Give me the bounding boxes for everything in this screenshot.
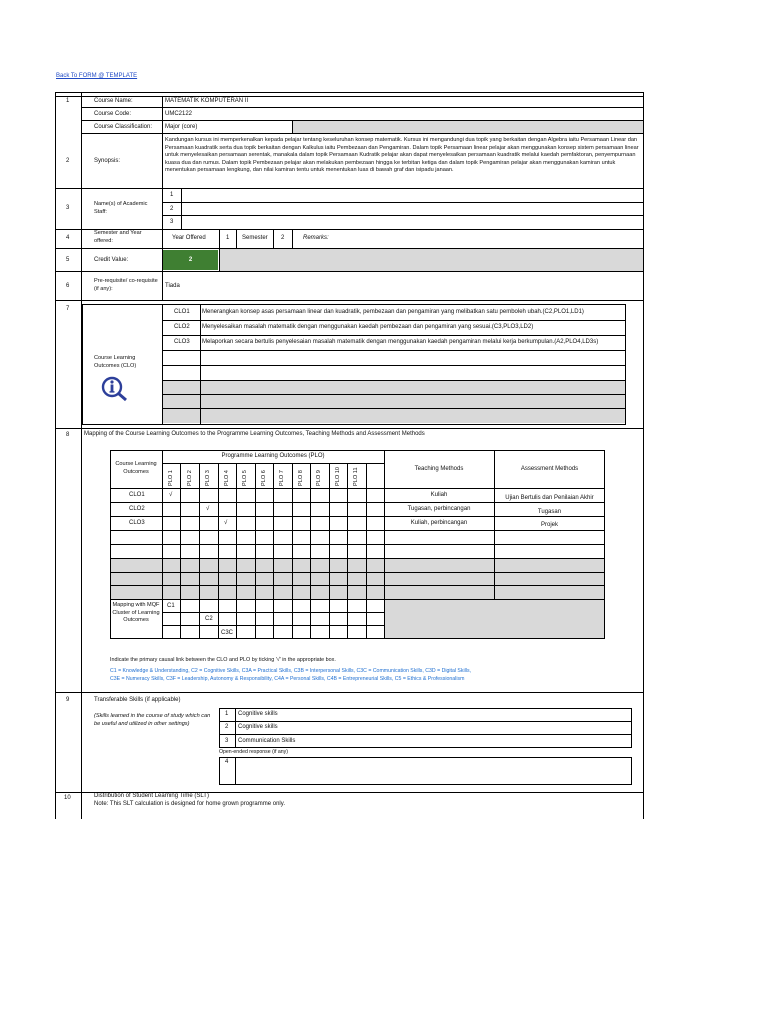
credit-gray-area	[219, 249, 643, 271]
skill-number: 3	[225, 738, 229, 744]
map-clo-code: CLO1	[129, 492, 145, 498]
row-number: 8	[66, 432, 70, 438]
plo-tick: √	[206, 506, 210, 512]
mqf-legend-line-1: C1 = Knowledge & Understanding, C2 = Cognitive Skills, C3A = Practical Skills, C3B = Interpersonal Skills, C3C = Communication Skills, C3D = Digital Skills,	[110, 668, 471, 674]
transferable-label: Transferable Skills (if applicable)	[94, 697, 181, 703]
assessment-methods-header: Assessment Methods	[520, 466, 579, 472]
slt-label: Distribution of Student Learning Time (SLT)	[94, 793, 209, 799]
frame-top	[55, 92, 643, 93]
semester-year-label: Semester and Year offered:	[94, 230, 142, 244]
plo-column-label: PLO 6	[261, 470, 267, 486]
open-ended-number: 4	[225, 759, 229, 765]
skill-text: Cognitive skills	[238, 724, 278, 730]
course-name-label: Course Name:	[94, 98, 133, 104]
teaching-method: Kuliah	[430, 492, 448, 498]
course-name-value: MATEMATIK KOMPUTERAN II	[165, 98, 249, 104]
staff-number: 1	[170, 192, 174, 198]
indicate-note: Indicate the primary causal link between the CLO and PLO by ticking '√' in the appropriate box.	[110, 657, 336, 663]
mqf-value: C2	[205, 616, 213, 622]
row-number: 5	[66, 257, 70, 263]
plo-column-label: PLO 4	[224, 470, 230, 486]
frame-left	[55, 92, 56, 819]
row-number: 3	[66, 205, 70, 211]
open-ended-box[interactable]	[219, 757, 632, 785]
row-number: 2	[66, 158, 70, 164]
map-clo-code: CLO3	[129, 520, 145, 526]
assessment-method: Ujian Bertulis dan Penilaian Akhir	[505, 495, 594, 501]
row-number: 4	[66, 235, 70, 241]
mqf-legend-line-2: C3E = Numeracy Skills, C3F = Leadership, Autonomy & Responsibility, C4A = Personal Skills, C4B = Entrepreneurial Skills, C5 = Ethics & Professionalism	[110, 676, 465, 682]
plo-column-label: PLO 2	[187, 470, 193, 486]
frame-right	[643, 92, 644, 819]
row-number: 1	[66, 98, 70, 104]
remarks-label: Remarks:	[303, 235, 329, 241]
assessment-method: Tugasan	[537, 509, 562, 515]
course-code-label: Course Code:	[94, 111, 132, 117]
teaching-method: Tugasan, perbincangan	[407, 506, 471, 512]
semester-value: 2	[281, 235, 285, 241]
staff-number: 2	[170, 206, 174, 212]
open-ended-label: Open-ended response (if any)	[219, 749, 288, 755]
mqf-label: Mapping with MQF Cluster of Learning Outcomes	[112, 602, 160, 624]
plo-column-label: PLO 11	[353, 467, 359, 486]
slt-note: Note: This SLT calculation is designed for home grown programme only.	[94, 801, 285, 807]
clo-code: CLO1	[174, 309, 190, 315]
course-code-value: UMC2122	[165, 111, 193, 117]
mqf-value: C3C	[221, 630, 234, 636]
map-clo-code: CLO2	[129, 506, 145, 512]
year-offered-value: 1	[226, 235, 230, 241]
teaching-methods-header: Teaching Methods	[414, 466, 464, 472]
map-clo-header: Course Learning Outcomes	[115, 461, 157, 475]
teaching-method: Kuliah, perbincangan	[410, 520, 468, 526]
plo-column-label: PLO 3	[205, 470, 211, 486]
assessment-method: Projek	[540, 522, 558, 528]
synopsis-label: Synopsis:	[94, 158, 121, 164]
back-to-form-link[interactable]: Back To FORM @ TEMPLATE	[56, 73, 138, 79]
classification-label: Course Classification:	[94, 124, 153, 130]
mapping-title: Mapping of the Course Learning Outcomes to the Programme Learning Outcomes, Teaching Methods and Assessment Methods	[84, 431, 425, 437]
credit-value: 2	[163, 250, 218, 270]
skill-number: 2	[225, 724, 229, 730]
info-magnifier-icon	[100, 376, 130, 402]
semester-label: Semester	[242, 235, 268, 241]
plo-column-label: PLO 7	[279, 470, 285, 486]
plo-tick: √	[224, 520, 228, 526]
row-number: 6	[66, 283, 70, 289]
staff-label: Name(s) of Academic Staff:	[94, 201, 148, 215]
plo-header: Programme Learning Outcomes (PLO)	[221, 453, 325, 459]
clo-description: Melaporkan secara bertulis penyelesaian masalah matematik dengan menggunakan kaedah pengamiran melalui kerja berkumpulan.(A2,PLO4,LD3s)	[202, 339, 599, 345]
classification-gray-cell	[292, 121, 643, 133]
classification-value: Major (core)	[165, 124, 198, 130]
clo-description: Menyelesaikan masalah matematik dengan menggunakan kaedah pembezaan dan pengamiran yang sesuai.(C3,PLO3,LD2)	[202, 324, 534, 330]
skill-text: Communication Skills	[238, 738, 296, 744]
transferable-note: (Skills learned in the course of study which can be useful and utilized in other settings)	[94, 713, 211, 727]
number-column-divider	[81, 92, 82, 819]
mqf-gray-area	[384, 600, 604, 638]
skill-text: Cognitive skills	[238, 711, 278, 717]
clo-description: Menerangkan konsep asas persamaan linear dan kuadratik, pembezaan dan pengamiran yang melibatkan satu pemboleh ubah.(C2,PLO1,LD1)	[202, 309, 584, 315]
plo-column-label: PLO 10	[335, 467, 341, 486]
skill-number: 1	[225, 711, 229, 717]
clo-label: Course Learning Outcomes (CLO)	[94, 355, 137, 369]
plo-tick: √	[169, 492, 173, 498]
synopsis-text: Kandungan kursus ini memperkenalkan kepada pelajar tentang keseluruhan konsep matematik. Kursus ini mengandungi dua topik yang berkaitan dengan Algebra iaitu Persamaan Linear dan Persamaan kuadratik serta dua topik berkaitan dengan Kalkulus iaitu Pembezaan dan Pengamiran. Dalam topik Persamaan linear pelajar akan menggunakan konsep sistem persamaan linear untuk menyelesaikan persamaan serentak, manakala dalam topik Persamaan Kudratik pelajar akan dapat menyelesaikan persamaan kuadratik melalui kaedah pemfaktoran, penyempurnaan kuasa dua dan rumus. Dalam topik Pembezaan pelajar akan melakukan pembezaan hingga ke terbitan ketiga dan dalam topik Pengamiran pelajar akan menggunakan kamiran untuk menentukan persamaan lengkung, dan nilai kamiran tentu untuk menentukan luas di bawah graf dan isipadu janaan.	[165, 137, 639, 174]
plo-column-label: PLO 1	[168, 470, 174, 486]
row-number: 10	[64, 795, 71, 801]
row-number: 7	[66, 306, 70, 312]
plo-column-label: PLO 5	[242, 470, 248, 486]
staff-number: 3	[170, 219, 174, 225]
clo-code: CLO3	[174, 339, 190, 345]
clo-code: CLO2	[174, 324, 190, 330]
prereq-value: Tiada	[165, 283, 180, 289]
prereq-label: Pre-requisite/ co-requisite (if any):	[94, 278, 158, 292]
mqf-value: C1	[167, 603, 175, 609]
row-number: 9	[66, 697, 70, 703]
plo-column-label: PLO 9	[316, 470, 322, 486]
plo-column-label: PLO 8	[298, 470, 304, 486]
year-offered-label: Year Offered	[172, 235, 206, 241]
credit-label: Credit Value:	[94, 257, 129, 263]
